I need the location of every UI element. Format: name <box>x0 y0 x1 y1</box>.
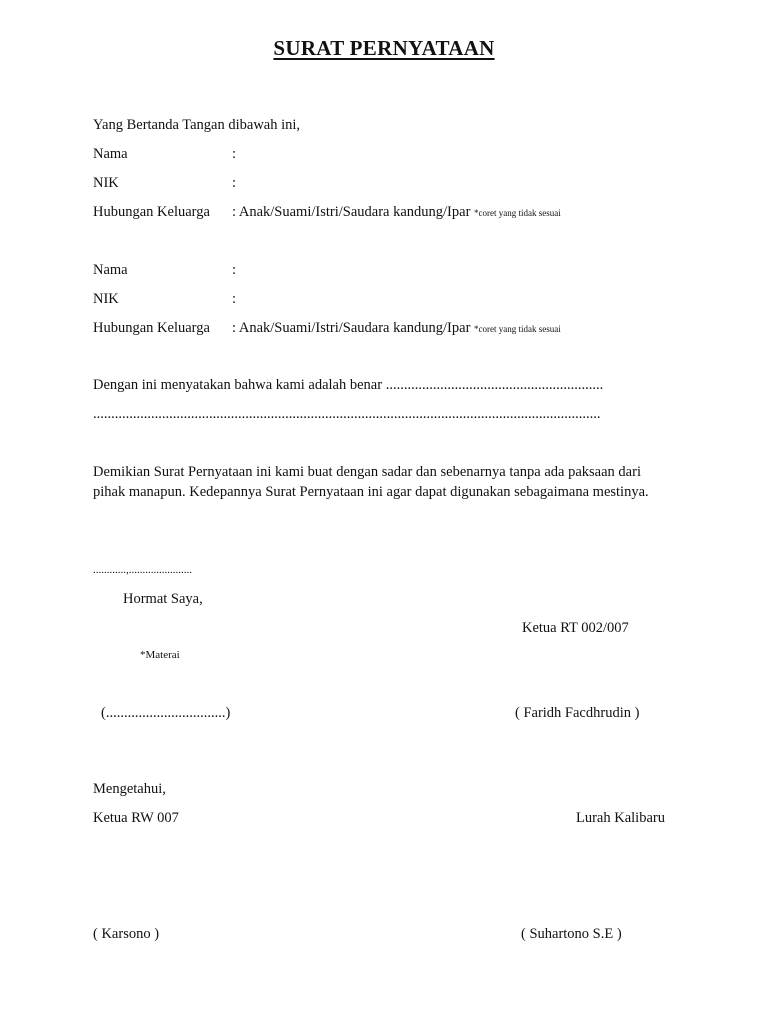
person2-relation-text: : Anak/Suami/Istri/Saudara kandung/Ipar <box>232 320 471 336</box>
person2-relation-label: Hubungan Keluarga <box>93 320 210 336</box>
statement-line-2: ............................................................................................................................................ <box>93 406 601 422</box>
person2-name-label: Nama <box>93 262 128 278</box>
person2-name-colon: : <box>232 262 237 278</box>
materai-note: *Materai <box>140 649 180 661</box>
person1-nik-label: NIK <box>93 175 119 191</box>
person2-nik-colon: : <box>232 291 237 307</box>
ketua-rw-title: Ketua RW 007 <box>93 810 179 826</box>
lurah-name: ( Suhartono S.E ) <box>521 926 622 942</box>
person1-relation-label: Hubungan Keluarga <box>93 204 210 220</box>
person1-relation-note: *coret yang tidak sesuai <box>474 208 561 218</box>
person2-nik-label: NIK <box>93 291 119 307</box>
statement-line-1: Dengan ini menyatakan bahwa kami adalah benar ............................................................ <box>93 377 604 393</box>
place-date-line: ............,....................... <box>93 564 192 576</box>
person1-name-label: Nama <box>93 146 128 162</box>
hormat-saya-text: Hormat Saya, <box>123 591 203 607</box>
mengetahui-text: Mengetahui, <box>93 781 166 797</box>
ketua-rt-name: ( Faridh Facdhrudin ) <box>515 705 640 721</box>
ketua-rw-name: ( Karsono ) <box>93 926 160 942</box>
person1-relation-text: : Anak/Suami/Istri/Saudara kandung/Ipar <box>232 204 471 220</box>
signer-blank-name: (.................................) <box>101 705 231 721</box>
document-title: SURAT PERNYATAAN <box>273 36 495 60</box>
ketua-rt-title: Ketua RT 002/007 <box>522 620 629 636</box>
lurah-title: Lurah Kalibaru <box>576 810 665 826</box>
person1-relation-value <box>232 204 561 221</box>
person1-nik-colon: : <box>232 175 237 191</box>
person2-relation-note: *coret yang tidak sesuai <box>474 324 561 334</box>
intro-text: Yang Bertanda Tangan dibawah ini, <box>93 117 301 133</box>
closing-paragraph: Demikian Surat Pernyataan ini kami buat dengan sadar dan sebenarnya tanpa ada paksaan dari pihak manapun. Kedepannya Surat Pernyataan ini agar dapat digunakan sebagaimana mestinya. <box>93 464 649 500</box>
person1-name-colon: : <box>232 146 237 162</box>
person2-relation-value <box>232 320 561 337</box>
